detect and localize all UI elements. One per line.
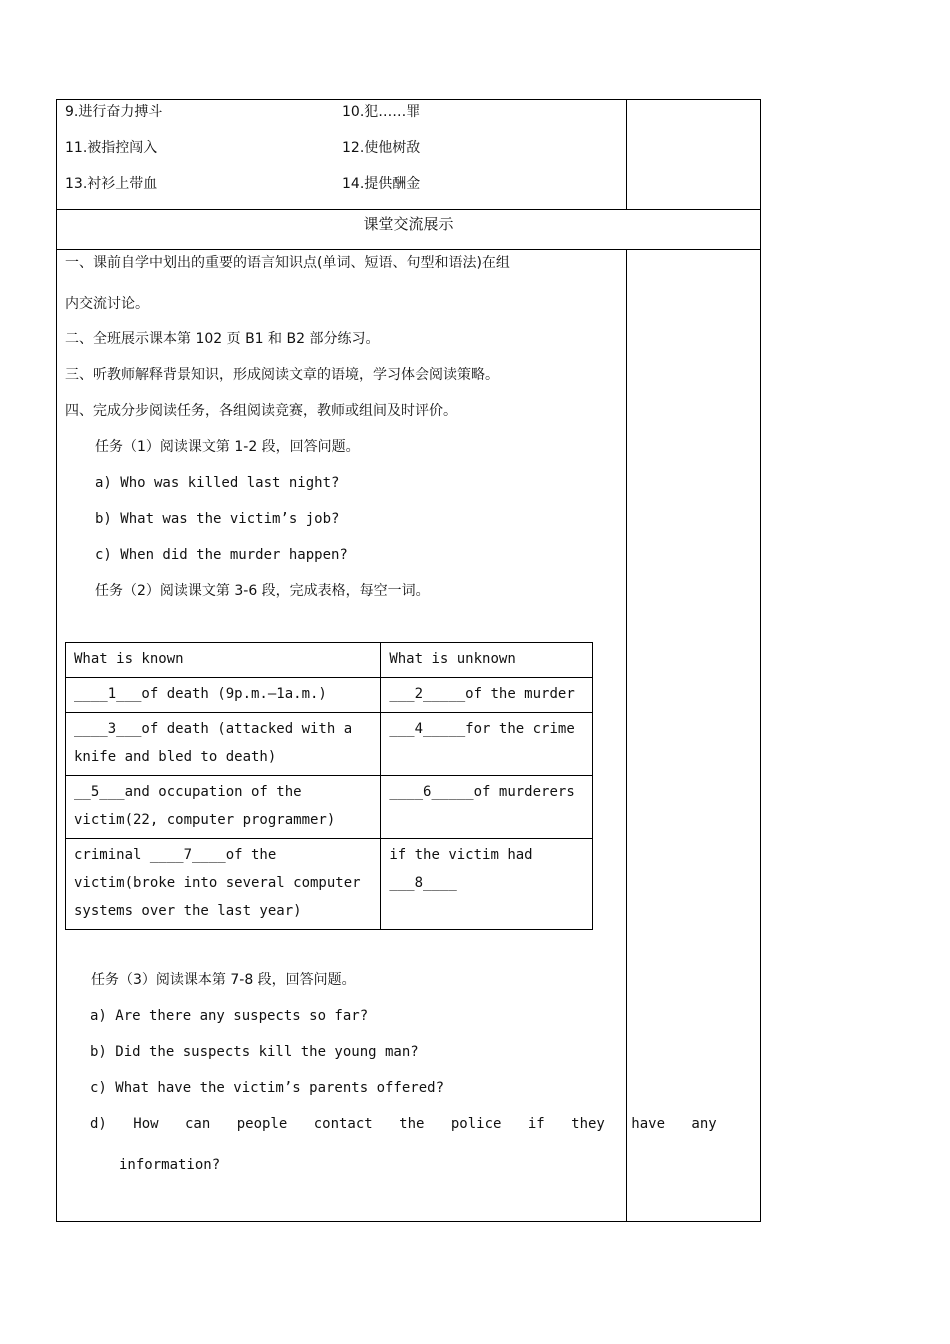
task-2-title: 任务（2）阅读课文第 3-6 段，完成表格，每空一词。 xyxy=(95,583,430,599)
table-divider-lower xyxy=(626,249,627,1222)
table-row xyxy=(66,776,593,839)
task-1-question: a) Who was killed last night? xyxy=(95,475,340,491)
table-divider-upper xyxy=(626,99,627,210)
table-header-cell: What is known xyxy=(66,643,381,678)
task-1-question: b) What was the victim’s job? xyxy=(95,511,340,527)
task-3-question-d-continued: information? xyxy=(119,1157,221,1173)
section-title: 课堂交流展示 xyxy=(363,215,454,233)
table-header-row xyxy=(66,643,593,678)
vocab-item: 10.犯……罪 xyxy=(342,104,421,120)
step-4: 四、完成分步阅读任务，各组阅读竞赛，教师或组间及时评价。 xyxy=(65,403,457,419)
table-header-cell: What is unknown xyxy=(381,643,593,678)
vocab-item: 9.进行奋力搏斗 xyxy=(65,104,163,120)
table-row xyxy=(66,678,593,713)
table-cell: __5___and occupation of the victim(22, computer programmer) xyxy=(66,776,381,839)
table-row xyxy=(66,839,593,930)
table-cell: ___2_____of the murder xyxy=(381,678,593,713)
table-cell: if the victim had ___8____ xyxy=(381,839,593,930)
step-1-line-1: 一、课前自学中划出的重要的语言知识点(单词、短语、句型和语法)在组 xyxy=(65,255,510,271)
vocab-item: 12.使他树敌 xyxy=(342,140,421,156)
vocab-item: 14.提供酬金 xyxy=(342,176,421,192)
table-border-left xyxy=(56,99,57,1222)
task-3-question: c) What have the victim’s parents offered? xyxy=(90,1080,445,1096)
table-border-row1 xyxy=(56,209,761,210)
vocab-item: 11.被指控闯入 xyxy=(65,140,158,156)
task-1-question: c) When did the murder happen? xyxy=(95,547,348,563)
table-border-row2 xyxy=(56,249,761,250)
table-cell: criminal ____7____of the victim(broke into several computer systems over the last year) xyxy=(66,839,381,930)
task-3-question: b) Did the suspects kill the young man? xyxy=(90,1044,419,1060)
table-border-right xyxy=(760,99,761,1222)
table-cell: ____6_____of murderers xyxy=(381,776,593,839)
known-unknown-table xyxy=(65,642,593,930)
table-cell: ___4_____for the crime xyxy=(381,713,593,776)
vocab-item: 13.衬衫上带血 xyxy=(65,176,158,192)
table-border-bottom xyxy=(56,1221,761,1222)
step-2: 二、全班展示课本第 102 页 B1 和 B2 部分练习。 xyxy=(65,331,380,347)
task-3-question: a) Are there any suspects so far? xyxy=(90,1008,369,1024)
table-border-top xyxy=(56,99,761,100)
table-row xyxy=(66,713,593,776)
step-1-line-2: 内交流讨论。 xyxy=(65,296,149,312)
table-cell: ____1___of death (9p.m.—1a.m.) xyxy=(66,678,381,713)
step-3: 三、听教师解释背景知识，形成阅读文章的语境，学习体会阅读策略。 xyxy=(65,367,499,383)
task-3-title: 任务（3）阅读课本第 7-8 段，回答问题。 xyxy=(91,972,356,988)
table-cell: ____3___of death (attacked with a knife and bled to death) xyxy=(66,713,381,776)
task-1-title: 任务（1）阅读课文第 1-2 段，回答问题。 xyxy=(95,439,360,455)
task-3-question-d: d) How can people contact the police if they have any xyxy=(90,1116,717,1132)
